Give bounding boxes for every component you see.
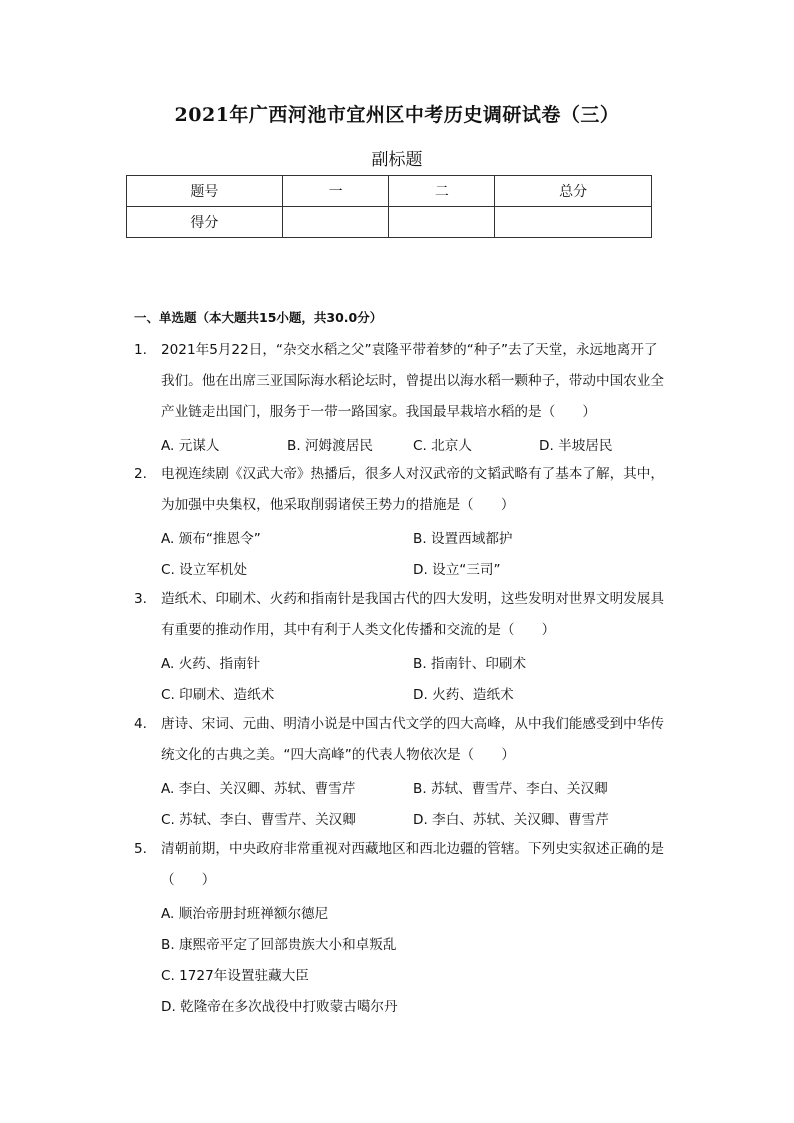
option-b[interactable]: B. 指南针、印刷术 xyxy=(413,655,527,672)
question-options xyxy=(161,428,664,459)
option-b[interactable]: B. 设置西域都护 xyxy=(413,530,513,547)
option-a[interactable]: A. 顺治帝册封班禅额尔德尼 xyxy=(161,905,329,922)
option-b[interactable]: B. 康熙帝平定了回部贵族大小和卓叛乱 xyxy=(161,936,397,953)
option-c[interactable]: C. 北京人 xyxy=(413,437,472,454)
section-heading: 一、单选题（本大题共15小题，共30.0分） xyxy=(134,310,383,325)
question-4 xyxy=(134,716,664,833)
option-c[interactable]: C. 1727年设置驻藏大臣 xyxy=(161,967,309,984)
question-options xyxy=(161,896,664,1020)
question-options xyxy=(161,771,664,833)
option-c[interactable]: C. 印刷术、造纸术 xyxy=(161,686,275,703)
exam-subtitle: 副标题 xyxy=(371,150,423,170)
option-b[interactable]: B. 河姆渡居民 xyxy=(287,437,373,454)
score-input-cell[interactable] xyxy=(282,207,389,238)
score-table xyxy=(126,175,652,238)
question-options xyxy=(161,521,664,583)
question-options xyxy=(161,646,664,708)
option-c[interactable]: C. 苏轼、李白、曹雪芹、关汉卿 xyxy=(161,811,356,828)
question-2 xyxy=(134,466,664,583)
score-cell: 题号 xyxy=(127,176,283,207)
option-d[interactable]: D. 乾隆帝在多次战役中打败蒙古噶尔丹 xyxy=(161,998,398,1015)
score-cell: 一 xyxy=(282,176,389,207)
question-number: 3. xyxy=(134,591,147,607)
question-stem: 造纸术、印刷术、火药和指南针是我国古代的四大发明，这些发明对世界文明发展具有重要的推动作用，其中有利于人类文化传播和交流的是（ ） xyxy=(161,591,664,638)
option-b[interactable]: B. 苏轼、曹雪芹、李白、关汉卿 xyxy=(413,780,608,797)
option-d[interactable]: D. 李白、苏轼、关汉卿、曹雪芹 xyxy=(413,811,609,828)
option-c[interactable]: C. 设立军机处 xyxy=(161,561,248,578)
score-input-cell[interactable] xyxy=(389,207,495,238)
score-cell: 总分 xyxy=(495,176,652,207)
question-stem: 2021年5月22日，“杂交水稻之父”袁隆平带着梦的“种子”去了天堂，永远地离开了我们。他在出席三亚国际海水稻论坛时，曾提出以海水稻一颗种子，带动中国农业全产业链走出国门，服务于一带一路国家。我国最早栽培水稻的是（ ） xyxy=(161,342,664,420)
question-number: 1. xyxy=(134,342,147,358)
score-input-cell[interactable] xyxy=(495,207,652,238)
question-number: 5. xyxy=(134,841,147,857)
option-d[interactable]: D. 半坡居民 xyxy=(539,437,613,454)
question-stem: 电视连续剧《汉武大帝》热播后，很多人对汉武帝的文韬武略有了基本了解，其中，为加强中央集权，他采取削弱诸侯王势力的措施是（ ） xyxy=(161,466,664,513)
option-d[interactable]: D. 设立“三司” xyxy=(413,561,501,578)
option-a[interactable]: A. 火药、指南针 xyxy=(161,655,261,672)
score-cell: 二 xyxy=(389,176,495,207)
question-number: 2. xyxy=(134,466,147,482)
score-cell: 得分 xyxy=(127,207,283,238)
score-table-score-row xyxy=(127,207,652,238)
question-stem: 清朝前期，中央政府非常重视对西藏地区和西北边疆的管辖。下列史实叙述正确的是（ ） xyxy=(161,841,664,888)
score-table-header-row xyxy=(127,176,652,207)
option-a[interactable]: A. 颁布“推恩令” xyxy=(161,530,261,547)
option-d[interactable]: D. 火药、造纸术 xyxy=(413,686,514,703)
question-stem: 唐诗、宋词、元曲、明清小说是中国古代文学的四大高峰，从中我们能感受到中华传统文化的古典之美。“四大高峰”的代表人物依次是（ ） xyxy=(161,716,664,763)
option-a[interactable]: A. 元谋人 xyxy=(161,437,220,454)
exam-title: 2021年广西河池市宜州区中考历史调研试卷（三） xyxy=(174,104,620,126)
question-3 xyxy=(134,591,664,708)
question-1 xyxy=(134,342,664,459)
question-5 xyxy=(134,841,664,1020)
question-number: 4. xyxy=(134,716,147,732)
option-a[interactable]: A. 李白、关汉卿、苏轼、曹雪芹 xyxy=(161,780,356,797)
